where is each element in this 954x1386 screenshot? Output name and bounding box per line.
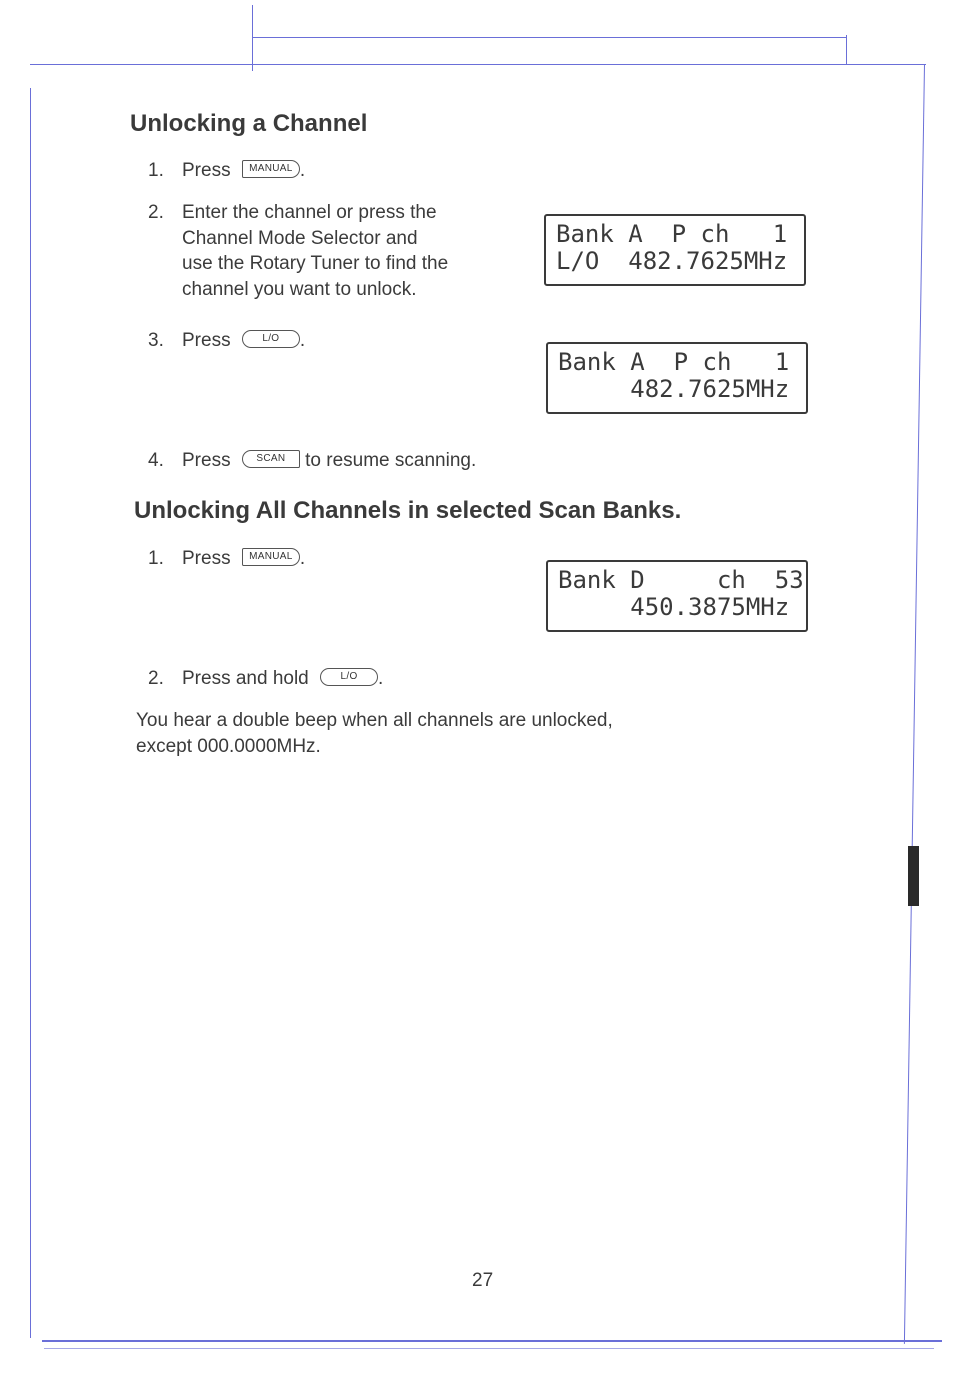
scan-key-icon: SCAN xyxy=(242,450,300,468)
frame-bottom-line xyxy=(42,1340,942,1342)
frame-upper-line xyxy=(30,64,926,65)
step-2-press-hold-lo xyxy=(148,666,383,692)
frame-left-line xyxy=(30,88,31,1338)
step-text: Press xyxy=(182,450,231,471)
step-number: 2. xyxy=(148,202,164,223)
frame-right-line xyxy=(904,64,925,1344)
step-line: channel you want to unlock. xyxy=(182,278,417,300)
page-number: 27 xyxy=(472,1270,494,1291)
manual-key-icon: MANUAL xyxy=(242,160,300,178)
frame-top-line xyxy=(252,37,847,38)
step-1-press-manual xyxy=(148,546,305,572)
step-number: 1. xyxy=(148,548,164,569)
step-1-press-manual xyxy=(148,158,305,184)
section-heading-unlocking-all-channels: Unlocking All Channels in selected Scan Banks. xyxy=(134,497,682,524)
step-after-text: . xyxy=(378,668,384,689)
lcd-line-2: 482.7625MHz xyxy=(558,375,790,403)
frame-top-right-tick xyxy=(846,35,847,65)
step-2-enter-channel xyxy=(148,200,448,302)
page-tab-mark xyxy=(908,846,919,906)
step-line: Channel Mode Selector and xyxy=(182,227,418,249)
step-text: Press xyxy=(182,548,231,569)
step-number: 1. xyxy=(148,160,164,181)
step-after-text: . xyxy=(299,548,306,569)
lcd-display-locked-channel xyxy=(544,214,806,286)
manual-key-icon: MANUAL xyxy=(242,548,300,566)
note-line: except 000.0000MHz. xyxy=(136,736,321,757)
frame-bottom-line-2 xyxy=(44,1348,934,1349)
step-after-text: . xyxy=(299,160,306,181)
lcd-line-1: Bank A P ch 1 xyxy=(558,348,790,376)
note-line: You hear a double beep when all channels are unlocked, xyxy=(136,710,613,731)
step-3-press-lo xyxy=(148,328,305,354)
unlock-note xyxy=(136,708,613,760)
lcd-line-1: Bank D ch 53 xyxy=(558,566,804,594)
lcd-line-1: Bank A P ch 1 xyxy=(556,220,788,248)
step-number: 2. xyxy=(148,668,164,689)
lockout-key-icon: L/O xyxy=(320,668,378,686)
lcd-line-2: L/O 482.7625MHz xyxy=(556,247,788,275)
lcd-display-unlocked-channel xyxy=(546,342,808,414)
lcd-line-2: 450.3875MHz xyxy=(558,593,790,621)
step-line: Enter the channel or press the xyxy=(182,202,437,223)
step-text: Press xyxy=(182,160,231,181)
step-number: 4. xyxy=(148,450,164,471)
step-after-text: to resume scanning. xyxy=(305,450,477,471)
lockout-key-icon: L/O xyxy=(242,330,300,348)
section-heading-unlocking-channel: Unlocking a Channel xyxy=(130,110,368,137)
step-number: 3. xyxy=(148,330,164,351)
step-4-press-scan xyxy=(148,448,476,474)
step-text: Press xyxy=(182,330,231,351)
step-text: Press and hold xyxy=(182,668,309,689)
step-line: use the Rotary Tuner to find the xyxy=(182,253,449,274)
frame-top-left-tick xyxy=(252,5,253,71)
lcd-display-bank-d xyxy=(546,560,808,632)
step-after-text: . xyxy=(299,330,306,351)
